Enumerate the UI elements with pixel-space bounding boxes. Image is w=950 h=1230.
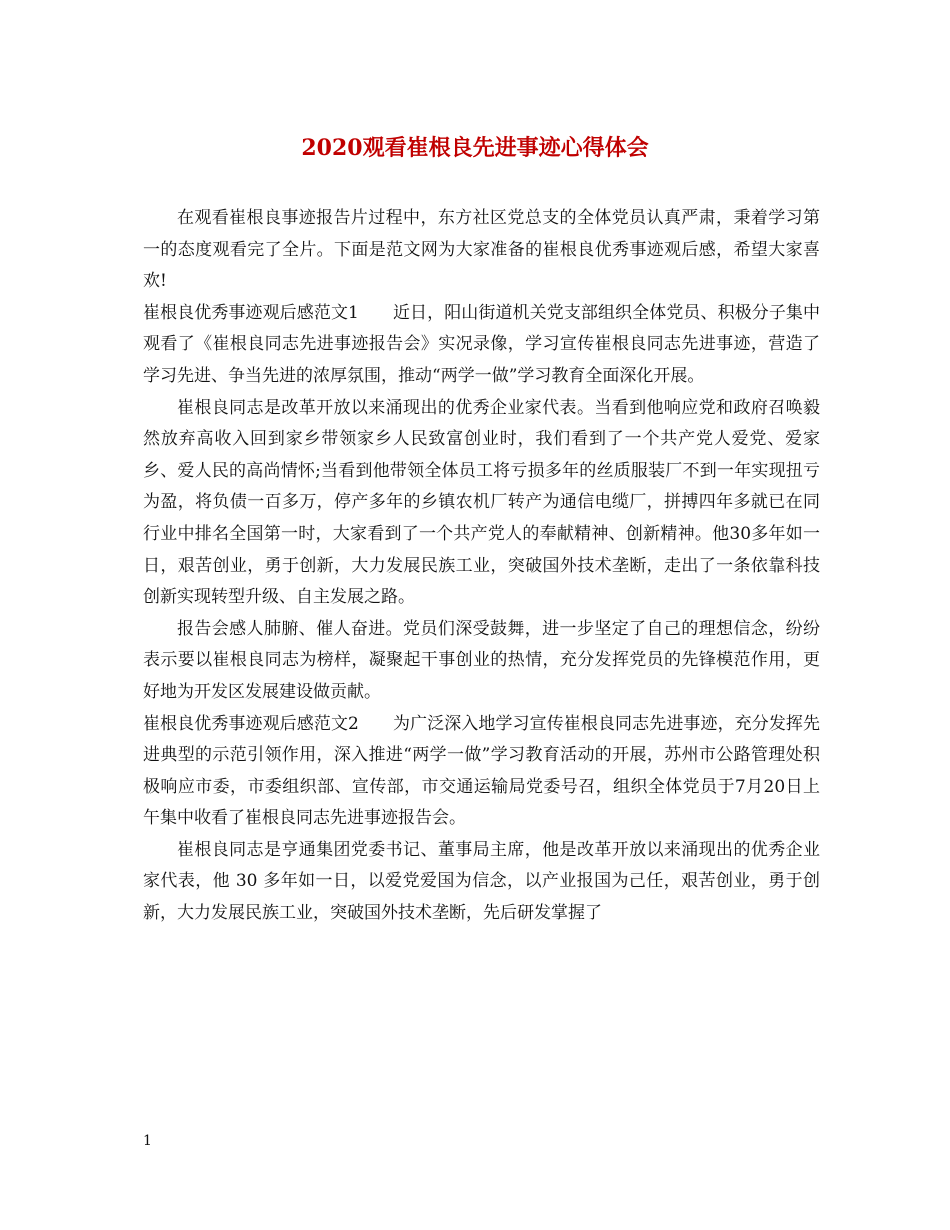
intro-paragraph: [143, 203, 820, 298]
paragraph-text: 崔根良同志是改革开放以来涌现出的优秀企业家代表。当看到他响应党和政府召唤毅然放弃高收入回到家乡带领家乡人民致富创业时，我们看到了一个共产党人爱党、爱家乡、爱人民的高尚情怀;当看到他带领全体员工将亏损多年的丝质服装厂不到一年实现扭亏为盈，将负债一百多万，停产多年的乡镇农机厂转产为通信电缆厂，拼搏四年多就已在同行业中排名全国第一时，大家看到了一个共产党人的奉献精神、创新精神。他30多年如一日，艰苦创业，勇于创新，大力发展民族工业，突破国外技术垄断，走出了一条依靠科技创新实现转型升级、自主发展之路。: [143, 397, 820, 608]
paragraph-text: 为广泛深入地学习宣传崔根良同志先进事迹，充分发挥先进典型的示范引领作用，深入推进“两学一做”学习教育活动的开展，苏州市公路管理处积极响应市委，市委组织部、宣传部，市交通运输局党委号召，组织全体党员于7月20日上午集中收看了崔根良同志先进事迹报告会。: [143, 713, 821, 829]
section-heading-essay-1: 崔根良优秀事迹观后感范文1: [143, 302, 359, 323]
essay1-paragraph-2: [143, 393, 820, 614]
paragraph-text: 报告会感人肺腑、催人奋进。党员们深受鼓舞，进一步坚定了自己的理想信念，纷纷表示要以崔根良同志为榜样，凝聚起干事创业的热情，充分发挥党员的先锋模范作用，更好地为开发区发展建设做贡献。: [143, 618, 820, 702]
section-heading-essay-2: 崔根良优秀事迹观后感范文2: [143, 713, 359, 734]
essay2-paragraph-2: [143, 835, 820, 930]
essay1-paragraph-1: [143, 298, 820, 393]
paragraph-text: 在观看崔根良事迹报告片过程中，东方社区党总支的全体党员认真严肃，秉着学习第一的态度观看完了全片。下面是范文网为大家准备的崔根良优秀事迹观后感，希望大家喜欢!: [143, 208, 820, 292]
essay2-paragraph-1: [143, 709, 820, 835]
page-number: 1: [143, 1133, 152, 1149]
document-title: 2020观看崔根良先进事迹心得体会: [301, 135, 649, 161]
paragraph-text: 近日，阳山街道机关党支部组织全体党员、积极分子集中观看了《崔根良同志先进事迹报告会》实况录像，学习宣传崔根良同志先进事迹，营造了学习先进、争当先进的浓厚氛围，推动“两学一做”学习教育全面深化开展。: [143, 302, 821, 386]
essay1-paragraph-3: [143, 614, 820, 709]
document-body: [143, 203, 820, 930]
paragraph-text: 崔根良同志是亨通集团党委书记、董事局主席，他是改革开放以来涌现出的优秀企业家代表，他 30 多年如一日，以爱党爱国为信念，以产业报国为己任，艰苦创业，勇于创新，大力发展民族工业，突破国外技术垄断，先后研发掌握了: [143, 839, 820, 924]
